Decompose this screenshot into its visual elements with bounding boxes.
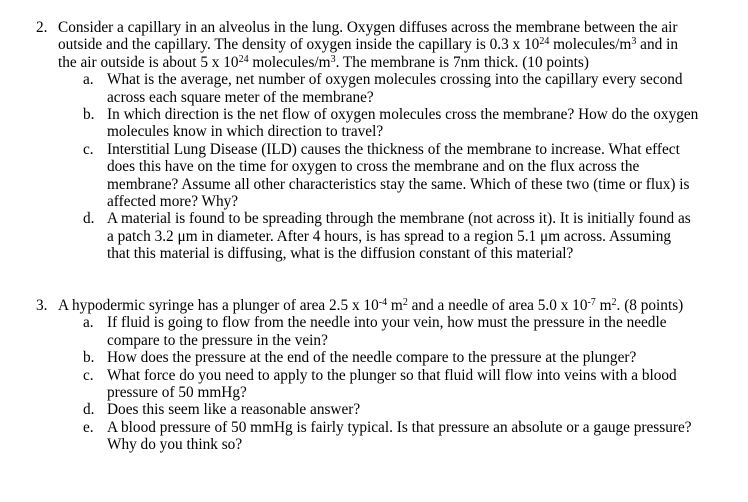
text-run: Consider a capillary in an alveolus in the lung. Oxygen diffuses across the membrane between the air xyxy=(58,19,678,36)
superscript: 2 xyxy=(611,297,617,308)
text-run: A blood pressure of 50 mmHg is fairly typical. Is that pressure an absolute or a gauge pressure? xyxy=(107,418,692,436)
text-line xyxy=(107,228,738,245)
text-run: that this material is diffusing, what is the diffusion constant of this material? xyxy=(107,245,574,263)
sub-question-text xyxy=(107,106,738,141)
text-line xyxy=(107,71,738,88)
superscript: 3 xyxy=(330,53,336,65)
sub-question-letter: c. xyxy=(83,140,94,158)
text-run: affected more? Why? xyxy=(107,193,239,211)
problem-3 xyxy=(0,297,748,454)
text-line xyxy=(107,106,738,123)
text-run: Why do you think so? xyxy=(107,436,243,454)
superscript: -7 xyxy=(587,297,596,308)
text-line xyxy=(107,419,738,436)
text-run: m xyxy=(595,297,612,314)
sub-question xyxy=(0,71,748,106)
text-line xyxy=(58,297,736,314)
superscript: 3 xyxy=(631,36,637,48)
problem-text xyxy=(58,19,736,71)
text-line xyxy=(58,36,736,53)
sub-question xyxy=(0,210,748,262)
sub-question xyxy=(0,106,748,141)
superscript: 24 xyxy=(238,53,249,65)
text-run: . The membrane is 7nm thick. (10 points) xyxy=(335,53,589,71)
text-run: Does this seem like a reasonable answer? xyxy=(107,401,361,419)
sub-question-text xyxy=(107,367,738,402)
sub-question-list xyxy=(0,71,748,262)
problem-statement xyxy=(0,297,748,314)
text-run: pressure of 50 mmHg? xyxy=(107,384,247,402)
text-run: the air outside is about 5 x 10 xyxy=(58,53,239,71)
text-run: does this have on the time for oxygen to cross the membrane and on the flux across the xyxy=(107,158,640,176)
superscript: 24 xyxy=(539,36,550,48)
superscript: 2 xyxy=(402,297,408,308)
sub-question-letter: b. xyxy=(83,106,95,124)
text-run: across each square meter of the membrane? xyxy=(107,88,374,106)
sub-question-text xyxy=(107,210,738,262)
text-run: outside and the capillary. The density of oxygen inside the capillary is 0.3 x 10 xyxy=(58,36,540,54)
sub-question xyxy=(0,141,748,211)
text-line xyxy=(107,401,738,418)
sub-question-text xyxy=(107,419,738,454)
sub-question-letter: a. xyxy=(83,71,94,89)
text-line xyxy=(107,123,738,140)
text-run: a patch 3.2 μm in diameter. After 4 hours, is has spread to a region 5.1 μm across. Assuming xyxy=(107,227,672,245)
sub-question xyxy=(0,419,748,454)
sub-question-letter: c. xyxy=(83,366,94,384)
problem-2 xyxy=(0,19,748,263)
sub-question-text xyxy=(107,401,738,418)
text-line xyxy=(107,141,738,158)
text-run: compare to the pressure in the vein? xyxy=(107,331,328,349)
text-run: What is the average, net number of oxygen molecules crossing into the capillary every second xyxy=(107,71,683,89)
text-line xyxy=(107,332,738,349)
sub-question xyxy=(0,349,748,366)
sub-question xyxy=(0,367,748,402)
text-line xyxy=(107,193,738,210)
text-line xyxy=(107,349,738,366)
sub-question-letter: e. xyxy=(83,418,94,436)
sub-question-text xyxy=(107,349,738,366)
sub-question-letter: d. xyxy=(83,210,95,228)
text-run: molecules know in which direction to travel? xyxy=(107,123,384,141)
text-run: and a needle of area 5.0 x 10 xyxy=(407,297,588,314)
text-run: molecules/m xyxy=(549,36,632,54)
text-run: . (8 points) xyxy=(616,297,684,314)
sub-question-text xyxy=(107,141,738,211)
text-run: A material is found to be spreading through the membrane (not across it). It is initially found as xyxy=(107,210,691,228)
text-run: If fluid is going to flow from the needle into your vein, how must the pressure in the needle xyxy=(107,314,667,332)
text-run: Interstitial Lung Disease (ILD) causes the thickness of the membrane to increase. What effect xyxy=(107,140,680,158)
sub-question-text xyxy=(107,71,738,106)
problem-number: 3. xyxy=(36,297,48,314)
text-line xyxy=(107,384,738,401)
text-line xyxy=(107,367,738,384)
text-line xyxy=(107,436,738,453)
sub-question-letter: d. xyxy=(83,401,95,419)
text-run: and in xyxy=(636,36,678,54)
superscript: -4 xyxy=(378,297,388,308)
text-run: What force do you need to apply to the plunger so that fluid will flow into veins with a blood xyxy=(107,366,677,384)
text-run: membrane? Assume all other characteristics stay the same. Which of these two (time or flux) is xyxy=(107,175,690,193)
sub-question-letter: a. xyxy=(83,314,94,332)
problem-number: 2. xyxy=(36,19,48,36)
text-line xyxy=(107,176,738,193)
text-line xyxy=(107,210,738,227)
sub-question-list xyxy=(0,314,748,453)
problem-statement xyxy=(0,19,748,71)
text-run: A hypodermic syringe has a plunger of area 2.5 x 10 xyxy=(58,297,379,314)
text-line xyxy=(107,89,738,106)
text-line xyxy=(107,245,738,262)
text-run: molecules/m xyxy=(248,53,331,71)
sub-question xyxy=(0,314,748,349)
text-line xyxy=(58,54,736,71)
text-line xyxy=(107,158,738,175)
text-run: How does the pressure at the end of the needle compare to the pressure at the plunger? xyxy=(107,349,637,367)
sub-question xyxy=(0,401,748,418)
problem-text xyxy=(58,297,736,314)
text-run: In which direction is the net flow of oxygen molecules cross the membrane? How do the oxygen xyxy=(107,106,699,124)
text-line xyxy=(58,19,736,36)
text-line xyxy=(107,314,738,331)
sub-question-letter: b. xyxy=(83,349,95,367)
sub-question-text xyxy=(107,314,738,349)
text-run: m xyxy=(387,297,403,314)
